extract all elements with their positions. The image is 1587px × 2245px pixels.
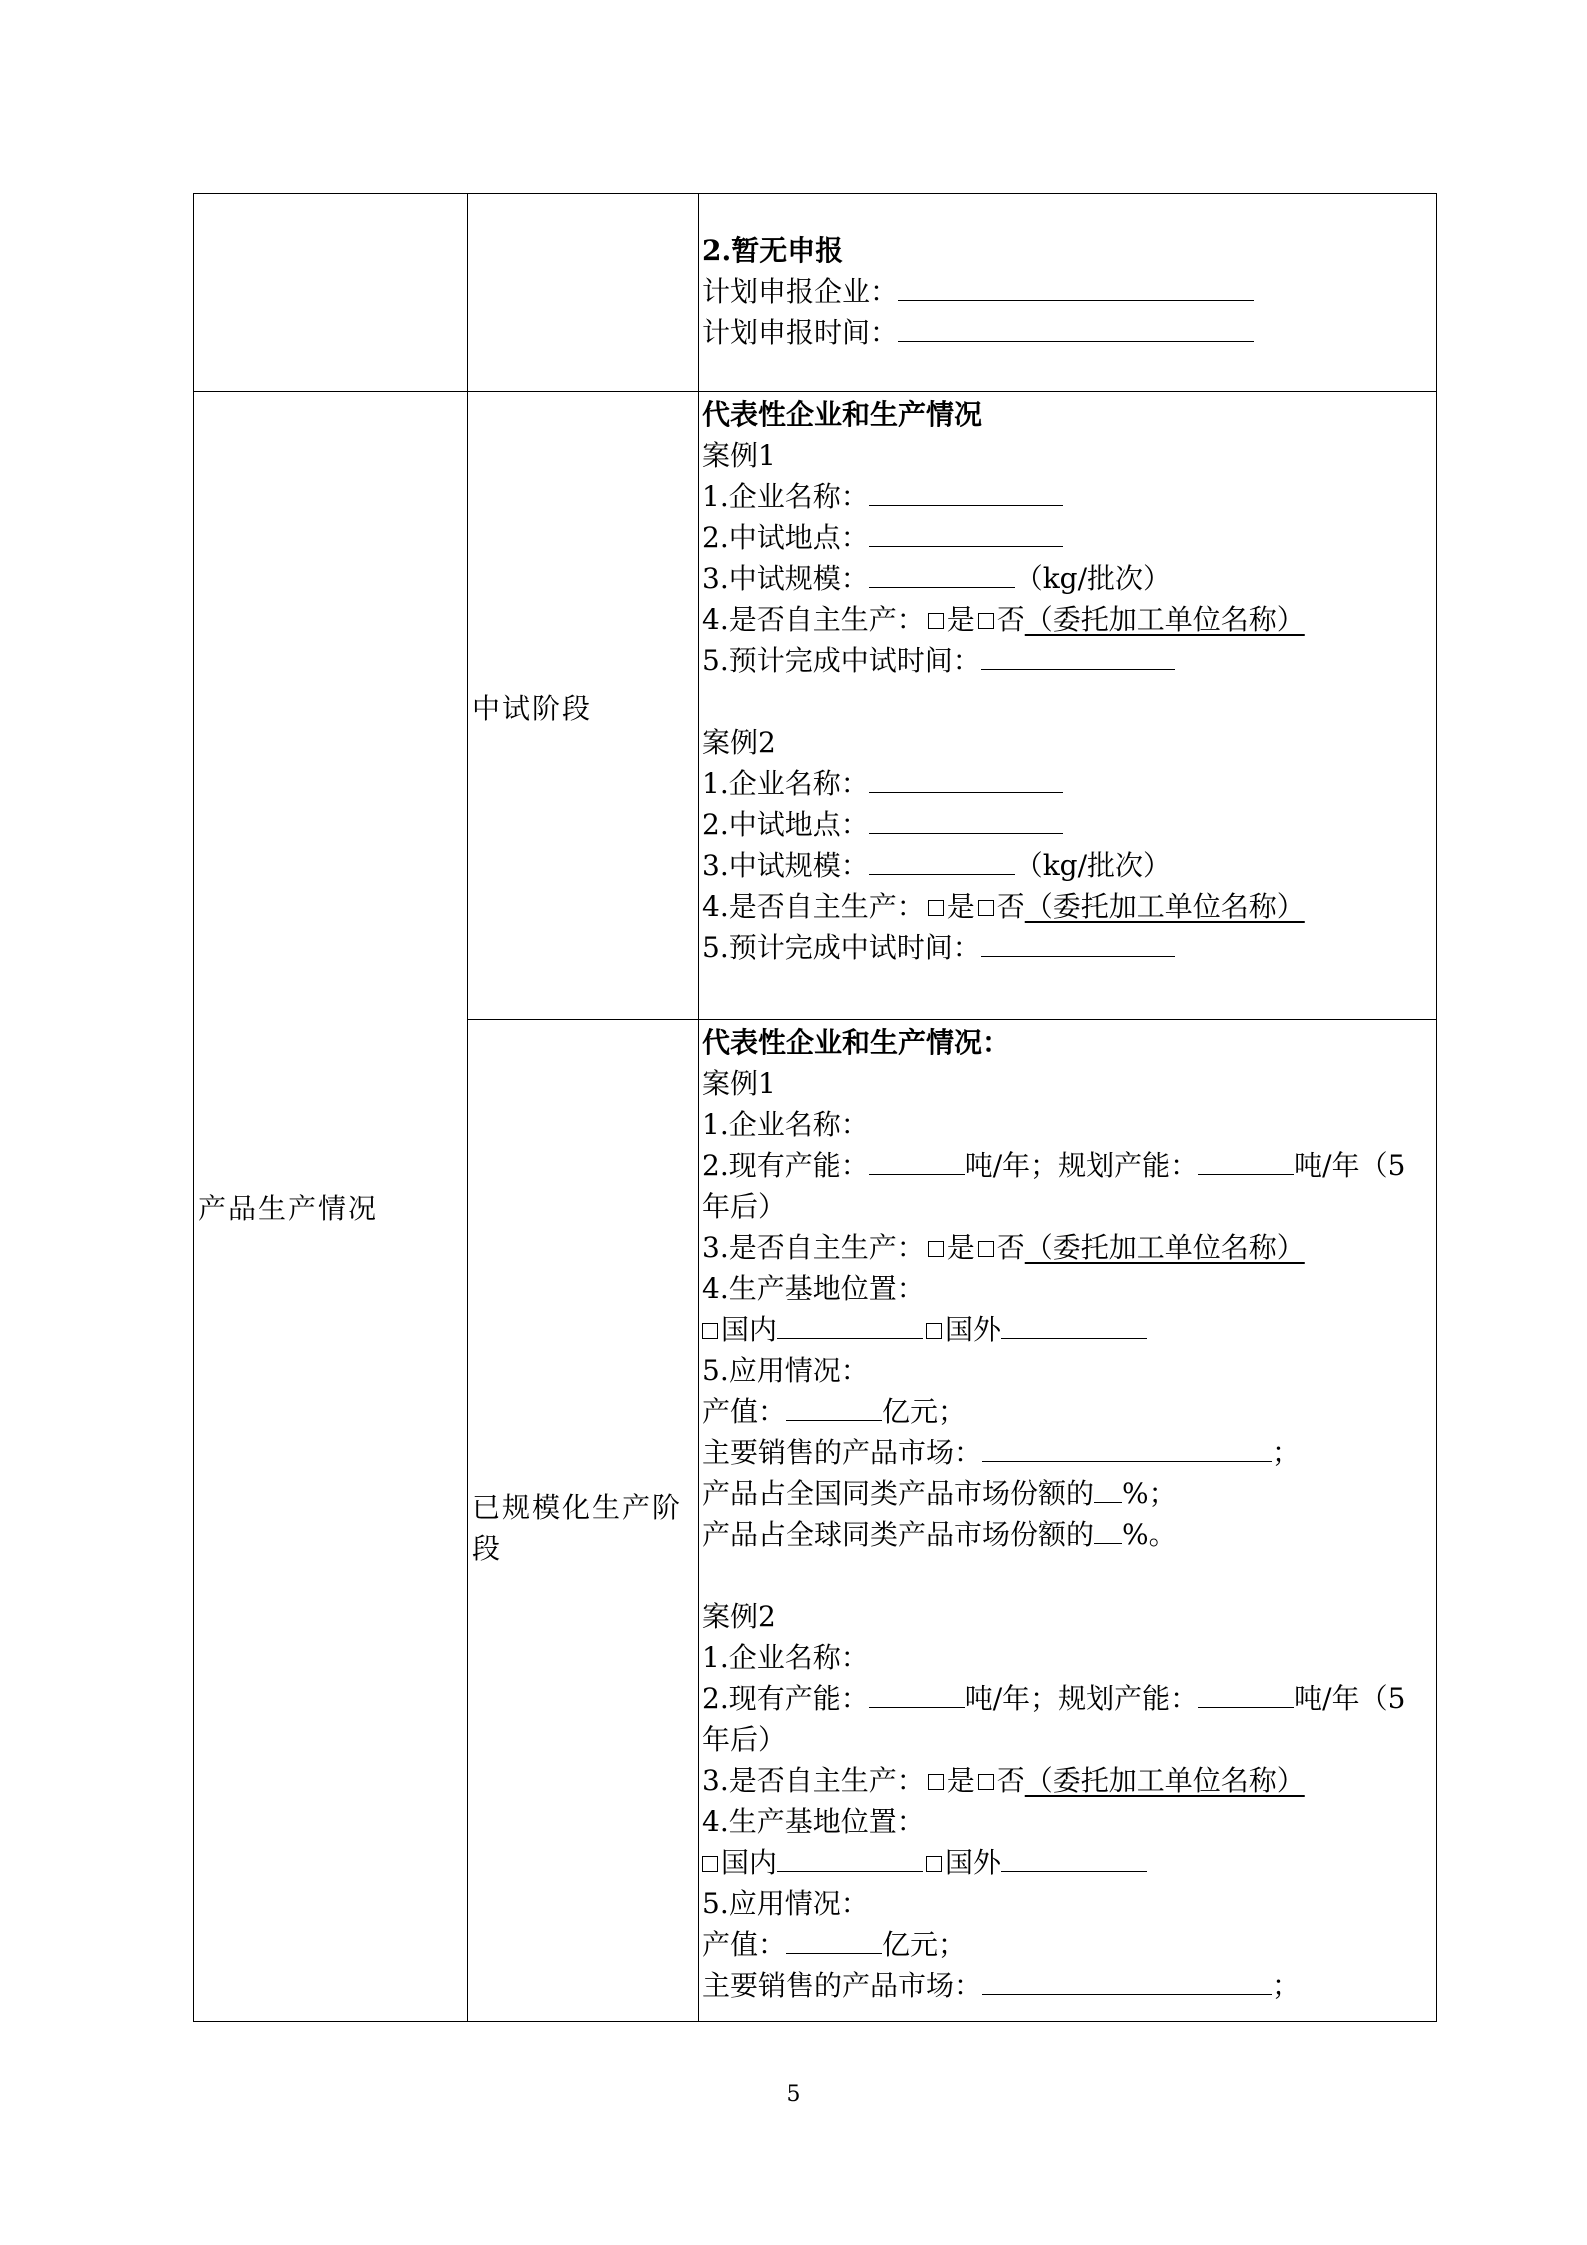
scaled-case2-title: 案例2 bbox=[702, 1600, 776, 1633]
column-divider-1 bbox=[467, 193, 468, 2022]
contract-unit-field[interactable]: （委托加工单位名称） bbox=[1024, 1231, 1305, 1264]
scaled-case1-application: 5.应用情况： bbox=[702, 1354, 869, 1387]
table-border-bottom bbox=[193, 2021, 1436, 2022]
table-border-top bbox=[193, 193, 1436, 194]
no-checkbox[interactable] bbox=[978, 1241, 994, 1257]
scaled-case1-market: 主要销售的产品市场： ； bbox=[702, 1436, 1301, 1469]
domestic-checkbox[interactable] bbox=[702, 1323, 718, 1339]
abroad-blank[interactable] bbox=[1001, 1312, 1147, 1339]
scaled-case1-name: 1.企业名称： bbox=[702, 1108, 869, 1141]
column-divider-2 bbox=[698, 193, 699, 2022]
production-category-label: 产品生产情况 bbox=[198, 1192, 379, 1225]
spacer bbox=[702, 1555, 1405, 1596]
scaled-case2-application: 5.应用情况： bbox=[702, 1887, 869, 1920]
domestic-blank[interactable] bbox=[777, 1312, 923, 1339]
plan-company-line: 计划申报企业： bbox=[702, 271, 1254, 312]
scaled-stage-label-line2: 段 bbox=[472, 1532, 503, 1565]
current-capacity-blank[interactable] bbox=[869, 1148, 965, 1175]
no-application-heading: 2.暂无申报 bbox=[702, 234, 844, 267]
contract-unit-field[interactable]: （委托加工单位名称） bbox=[1024, 603, 1305, 636]
pilot-case1-site-blank[interactable] bbox=[869, 520, 1063, 547]
plan-time-line: 计划申报时间： bbox=[702, 312, 1254, 353]
abroad-blank[interactable] bbox=[1001, 1845, 1147, 1872]
page-number: 5 bbox=[786, 2082, 801, 2107]
scaled-case1-base: 4.生产基地位置： bbox=[702, 1272, 925, 1305]
scaled-case2-output: 产值： 亿元； bbox=[702, 1928, 967, 1961]
scaled-case1-capacity: 2.现有产能： 吨/年；规划产能： 吨/年（5 bbox=[702, 1149, 1406, 1182]
spacer bbox=[702, 681, 1305, 722]
no-checkbox[interactable] bbox=[978, 900, 994, 916]
contract-unit-field[interactable]: （委托加工单位名称） bbox=[1024, 890, 1305, 923]
no-application-cell bbox=[702, 230, 1254, 353]
scaled-case1-title: 案例1 bbox=[702, 1067, 776, 1100]
scaled-case1-share-cn: 产品占全国同类产品市场份额的 %； bbox=[702, 1477, 1177, 1510]
output-value-blank[interactable] bbox=[786, 1927, 882, 1954]
pilot-case2-self-prod: 4.是否自主生产： 是 否（委托加工单位名称） bbox=[702, 890, 1305, 923]
yes-checkbox[interactable] bbox=[928, 900, 944, 916]
abroad-checkbox[interactable] bbox=[926, 1323, 942, 1339]
scaled-case2-self-prod: 3.是否自主生产： 是 否（委托加工单位名称） bbox=[702, 1764, 1305, 1797]
scaled-heading: 代表性企业和生产情况： bbox=[702, 1026, 1011, 1059]
pilot-case1-self-prod: 4.是否自主生产： 是 否（委托加工单位名称） bbox=[702, 603, 1305, 636]
pilot-case2-title: 案例2 bbox=[702, 726, 776, 759]
current-capacity-blank[interactable] bbox=[869, 1681, 965, 1708]
table-border-right bbox=[1436, 193, 1437, 2022]
no-checkbox[interactable] bbox=[978, 613, 994, 629]
pilot-case1-name: 1.企业名称： bbox=[702, 476, 1305, 517]
domestic-checkbox[interactable] bbox=[702, 1856, 718, 1872]
pilot-case1-scale-blank[interactable] bbox=[869, 561, 1015, 588]
table-border-left bbox=[193, 193, 194, 2022]
scaled-case2-location: 国内 国外 bbox=[702, 1842, 1405, 1883]
pilot-case2-name-blank[interactable] bbox=[869, 766, 1063, 793]
scaled-case2-base: 4.生产基地位置： bbox=[702, 1805, 925, 1838]
domestic-blank[interactable] bbox=[777, 1845, 923, 1872]
pilot-case2-site-blank[interactable] bbox=[869, 807, 1063, 834]
pilot-case1-site: 2.中试地点： bbox=[702, 517, 1305, 558]
abroad-checkbox[interactable] bbox=[926, 1856, 942, 1872]
scaled-stage-cell bbox=[702, 1022, 1405, 2006]
subrow-divider bbox=[467, 1019, 1436, 1020]
scaled-case1-capacity-cont: 年后） bbox=[702, 1190, 787, 1223]
market-blank[interactable] bbox=[982, 1435, 1272, 1462]
pilot-case2-site: 2.中试地点： bbox=[702, 804, 1305, 845]
output-value-blank[interactable] bbox=[786, 1394, 882, 1421]
planned-capacity-blank[interactable] bbox=[1198, 1148, 1294, 1175]
pilot-case1-finish-blank[interactable] bbox=[981, 643, 1175, 670]
scaled-case1-location: 国内 国外 bbox=[702, 1309, 1405, 1350]
planned-capacity-blank[interactable] bbox=[1198, 1681, 1294, 1708]
pilot-case2-scale-blank[interactable] bbox=[869, 848, 1015, 875]
scaled-case2-capacity: 2.现有产能： 吨/年；规划产能： 吨/年（5 bbox=[702, 1682, 1406, 1715]
pilot-stage-cell bbox=[702, 394, 1305, 968]
scaled-case1-output: 产值： 亿元； bbox=[702, 1395, 967, 1428]
pilot-case1-scale: 3.中试规模： （kg/批次） bbox=[702, 562, 1172, 595]
share-global-blank[interactable] bbox=[1094, 1517, 1122, 1544]
pilot-case2-finish-blank[interactable] bbox=[981, 930, 1175, 957]
pilot-case2-scale: 3.中试规模： （kg/批次） bbox=[702, 849, 1172, 882]
plan-time-blank[interactable] bbox=[898, 315, 1254, 342]
pilot-case1-name-blank[interactable] bbox=[869, 479, 1063, 506]
share-cn-blank[interactable] bbox=[1094, 1476, 1122, 1503]
pilot-case2-finish-time: 5.预计完成中试时间： bbox=[702, 927, 1305, 968]
scaled-case1-share-global: 产品占全球同类产品市场份额的 %。 bbox=[702, 1518, 1177, 1551]
scaled-case1-self-prod: 3.是否自主生产： 是 否（委托加工单位名称） bbox=[702, 1231, 1305, 1264]
scaled-stage-label-line1: 已规模化生产阶 bbox=[472, 1491, 683, 1524]
yes-checkbox[interactable] bbox=[928, 1774, 944, 1790]
pilot-case1-finish-time: 5.预计完成中试时间： bbox=[702, 640, 1305, 681]
plan-company-blank[interactable] bbox=[898, 274, 1254, 301]
pilot-heading: 代表性企业和生产情况 bbox=[702, 398, 983, 431]
scaled-case2-name: 1.企业名称： bbox=[702, 1641, 869, 1674]
contract-unit-field[interactable]: （委托加工单位名称） bbox=[1024, 1764, 1305, 1797]
yes-checkbox[interactable] bbox=[928, 613, 944, 629]
pilot-case2-name: 1.企业名称： bbox=[702, 763, 1305, 804]
scaled-case2-market: 主要销售的产品市场： ； bbox=[702, 1969, 1301, 2002]
market-blank[interactable] bbox=[982, 1968, 1272, 1995]
pilot-stage-label: 中试阶段 bbox=[472, 692, 593, 725]
yes-checkbox[interactable] bbox=[928, 1241, 944, 1257]
row-divider bbox=[193, 391, 1436, 392]
no-checkbox[interactable] bbox=[978, 1774, 994, 1790]
pilot-case1-title: 案例1 bbox=[702, 439, 776, 472]
scaled-case2-capacity-cont: 年后） bbox=[702, 1723, 787, 1756]
scaled-stage-label bbox=[472, 1487, 682, 1569]
